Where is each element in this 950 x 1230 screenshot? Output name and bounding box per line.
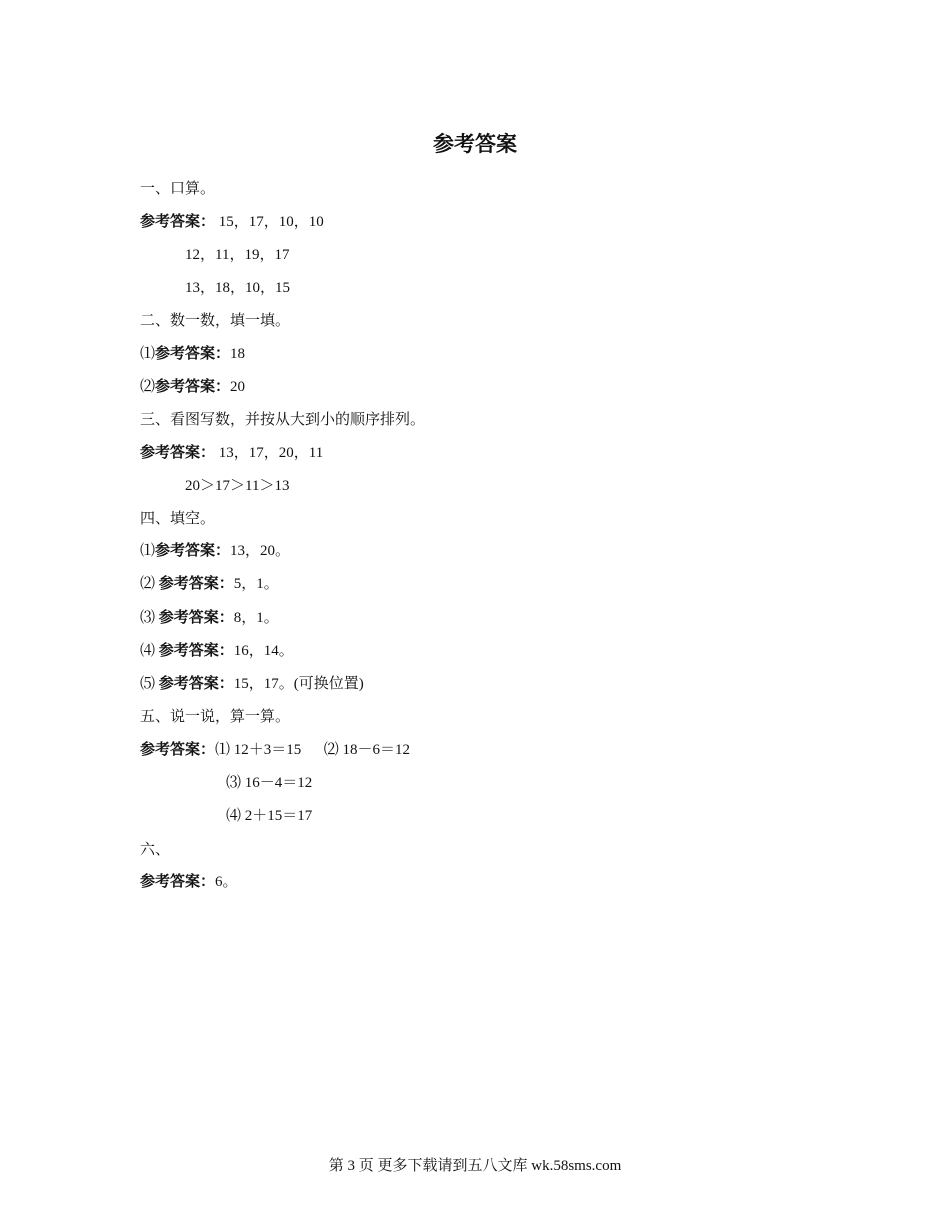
section-5-row-3: ⑷ 2＋15＝17 [226, 808, 313, 824]
answer-label: 参考答案： [155, 543, 231, 559]
answer-value: 20 [230, 379, 246, 395]
section-6-answer [140, 872, 238, 892]
answer-value: 5，1。 [233, 576, 279, 592]
section-4-heading: 四、填空。 [140, 511, 216, 527]
answer-label: 参考答案： [155, 346, 231, 362]
section-4-item-2 [140, 574, 279, 594]
item-number: ⑵ [140, 379, 156, 395]
answer-value: 15，17，10，10 [215, 214, 324, 230]
section-4-item-4 [140, 641, 294, 661]
section-5-answer [140, 740, 410, 760]
answer-value: 8，1。 [233, 610, 279, 626]
answer-value: ⑴ 12＋3＝15 ⑵ 18－6＝12 [215, 742, 411, 758]
section-5-row-2: ⑶ 16－4＝12 [226, 775, 313, 791]
section-4-item-3 [140, 608, 279, 628]
item-number: ⑴ [140, 543, 156, 559]
answer-label: 参考答案： [158, 676, 234, 692]
item-number: ⑸ [140, 676, 159, 692]
answer-value: 6。 [215, 874, 238, 890]
answer-label: 参考答案： [158, 576, 234, 592]
section-5-heading: 五、说一说，算一算。 [140, 709, 291, 725]
section-2-item-1 [140, 344, 245, 364]
section-6-heading: 六、 [140, 842, 171, 858]
answer-value: 18 [230, 346, 246, 362]
item-number: ⑴ [140, 346, 156, 362]
section-4-item-1 [140, 541, 290, 561]
section-1-answer [140, 212, 324, 232]
answer-label: 参考答案： [140, 214, 216, 230]
item-number: ⑵ [140, 576, 159, 592]
answer-value: 16，14。 [233, 643, 294, 659]
answer-value: 13，17，20，11 [215, 445, 324, 461]
section-2-heading: 二、数一数，填一填。 [140, 313, 291, 329]
answer-label: 参考答案： [158, 610, 234, 626]
section-1-heading: 一、口算。 [140, 181, 216, 197]
section-4-item-5 [140, 674, 364, 694]
answer-label: 参考答案： [140, 874, 216, 890]
section-3-row-2: 20＞17＞11＞13 [185, 478, 290, 494]
answer-value: 13，20。 [230, 543, 291, 559]
item-number: ⑷ [140, 643, 159, 659]
section-1-row-3: 13，18，10，15 [185, 280, 291, 296]
page-title: 参考答案 [433, 132, 517, 156]
page-footer: 第 3 页 更多下载请到五八文库 wk.58sms.com [328, 1158, 622, 1174]
section-2-item-2 [140, 377, 245, 397]
answer-label: 参考答案： [158, 643, 234, 659]
answer-label: 参考答案： [155, 379, 231, 395]
section-1-row-2: 12，11，19，17 [185, 247, 290, 263]
answer-label: 参考答案： [140, 742, 216, 758]
answer-value: 15，17。(可换位置) [233, 676, 364, 692]
section-3-heading: 三、看图写数，并按从大到小的顺序排列。 [140, 412, 426, 428]
answer-label: 参考答案： [140, 445, 216, 461]
section-3-answer [140, 443, 323, 463]
item-number: ⑶ [140, 610, 159, 626]
